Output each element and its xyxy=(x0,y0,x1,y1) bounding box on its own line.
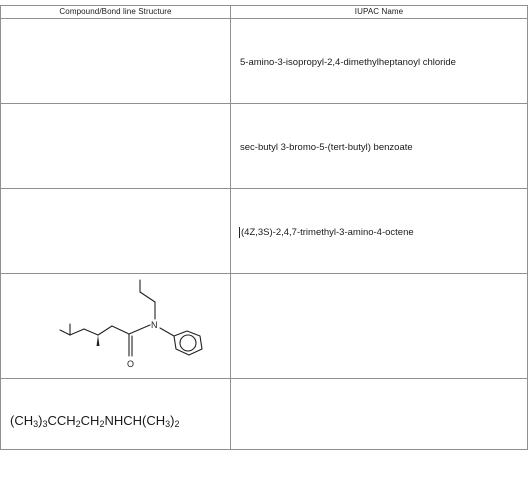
bond xyxy=(84,329,98,335)
iupac-name: 5-amino-3-isopropyl-2,4-dimethylheptanoyl chloride xyxy=(240,57,456,68)
iupac-name: (4Z,3S)-2,4,7-trimethyl-3-amino-4-octene xyxy=(241,227,414,238)
name-cell[interactable] xyxy=(231,19,528,104)
structure-cell[interactable] xyxy=(1,379,231,450)
structure-cell-empty[interactable] xyxy=(1,104,231,189)
bond xyxy=(140,292,155,302)
name-cell[interactable] xyxy=(231,104,528,189)
header-structure: Compound/Bond line Structure xyxy=(1,6,231,19)
table-row xyxy=(1,19,528,104)
wedge-bond xyxy=(97,335,100,346)
structure-cell-empty[interactable] xyxy=(1,189,231,274)
aromatic-circle xyxy=(180,335,196,351)
name-cell-empty[interactable] xyxy=(231,379,528,450)
bond xyxy=(98,326,112,335)
table-row xyxy=(1,379,528,450)
name-cell-empty[interactable] xyxy=(231,274,528,379)
header-iupac-name: IUPAC Name xyxy=(231,6,528,19)
iupac-name: sec-butyl 3-bromo-5-(tert-butyl) benzoate xyxy=(240,142,413,153)
structure-cell-empty[interactable] xyxy=(1,19,231,104)
bond xyxy=(60,330,70,335)
structure-cell[interactable] xyxy=(1,274,231,379)
bond xyxy=(112,326,129,334)
bond xyxy=(160,328,174,336)
table-row xyxy=(1,274,528,379)
oxygen-label: O xyxy=(127,359,135,369)
nitrogen-label: N xyxy=(151,320,158,330)
bond xyxy=(70,329,84,335)
compound-table xyxy=(0,5,528,450)
name-cell[interactable] xyxy=(231,189,528,274)
table-row xyxy=(1,189,528,274)
bond xyxy=(129,325,150,334)
condensed-formula: $(CH_3)_3CCH_2CH_2NHCH(CH_3)_2$ xyxy=(10,413,180,429)
bond-line-structure xyxy=(56,278,221,374)
table-row xyxy=(1,104,528,189)
